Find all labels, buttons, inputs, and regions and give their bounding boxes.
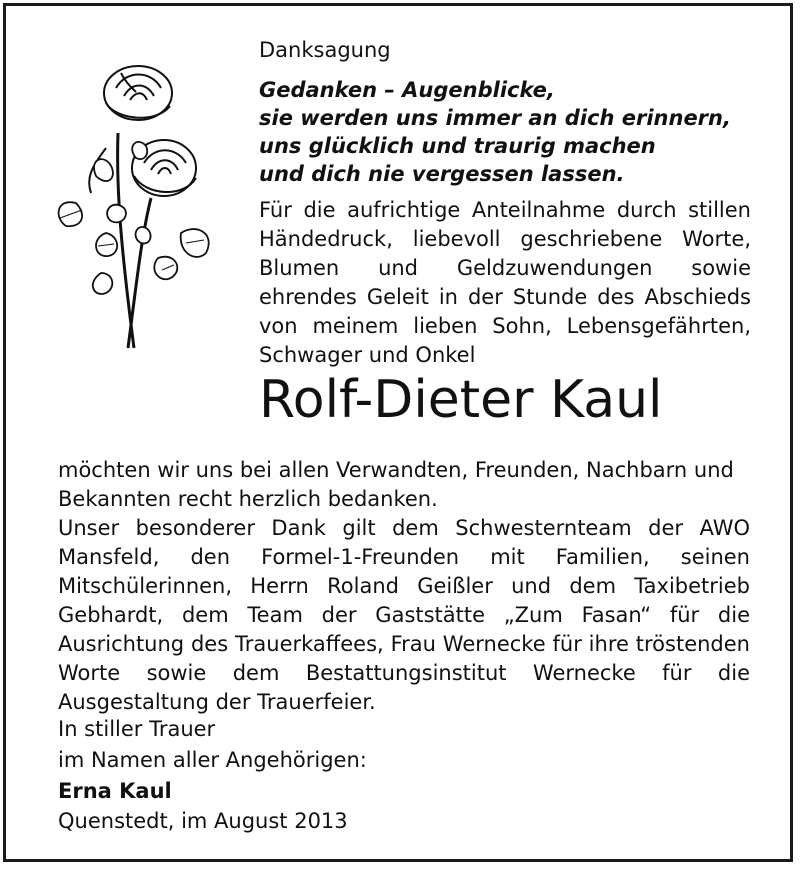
mourning-line: im Namen aller Angehörigen: bbox=[58, 748, 367, 772]
poem-block bbox=[259, 76, 731, 188]
deceased-name: Rolf-Dieter Kaul bbox=[259, 370, 663, 430]
special-thanks-paragraph: Unser besonderer Dank gilt dem Schwesternteam der AWO Mansfeld, den Formel-1-Freunden mit Familien, seinen Mitschülerinnen, Herrn Roland Geißler und dem Taxibetrieb Gebhardt, dem Team der Gaststätte „Zum Fasan“ für die Ausrichtung des Trauerkaffees, Frau Wernecke für ihre tröstenden Worte sowie dem Bestattungsinstitut Wernecke für die Ausgestaltung der Trauerfeier. bbox=[58, 516, 750, 714]
thanks-paragraph: möchten wir uns bei allen Verwandten, Freunden, Nachbarn und Bekannten recht herzlich bedanken. bbox=[58, 458, 734, 511]
notice-heading: Danksagung bbox=[259, 38, 391, 62]
poem-line: sie werden uns immer an dich erinnern, bbox=[259, 106, 731, 130]
roses-illustration-icon bbox=[46, 58, 221, 358]
mourning-line: In stiller Trauer bbox=[58, 717, 216, 741]
signatory-name: Erna Kaul bbox=[58, 779, 172, 803]
place-date: Quenstedt, im August 2013 bbox=[58, 809, 348, 833]
poem-line: uns glücklich und traurig machen bbox=[259, 134, 656, 158]
obituary-frame bbox=[3, 3, 793, 862]
poem-line: Gedanken – Augenblicke, bbox=[259, 78, 555, 102]
intro-paragraph: Für die aufrichtige Anteilnahme durch stillen Händedruck, liebevoll geschriebene Worte, Blumen und Geldzuwendungen sowie ehrendes Geleit in der Stunde des Abschieds von meinem lieben Sohn, Lebensgefährten, Schwager und Onkel bbox=[259, 198, 751, 367]
poem-line: und dich nie vergessen lassen. bbox=[259, 162, 625, 186]
mourning-block bbox=[58, 714, 367, 807]
